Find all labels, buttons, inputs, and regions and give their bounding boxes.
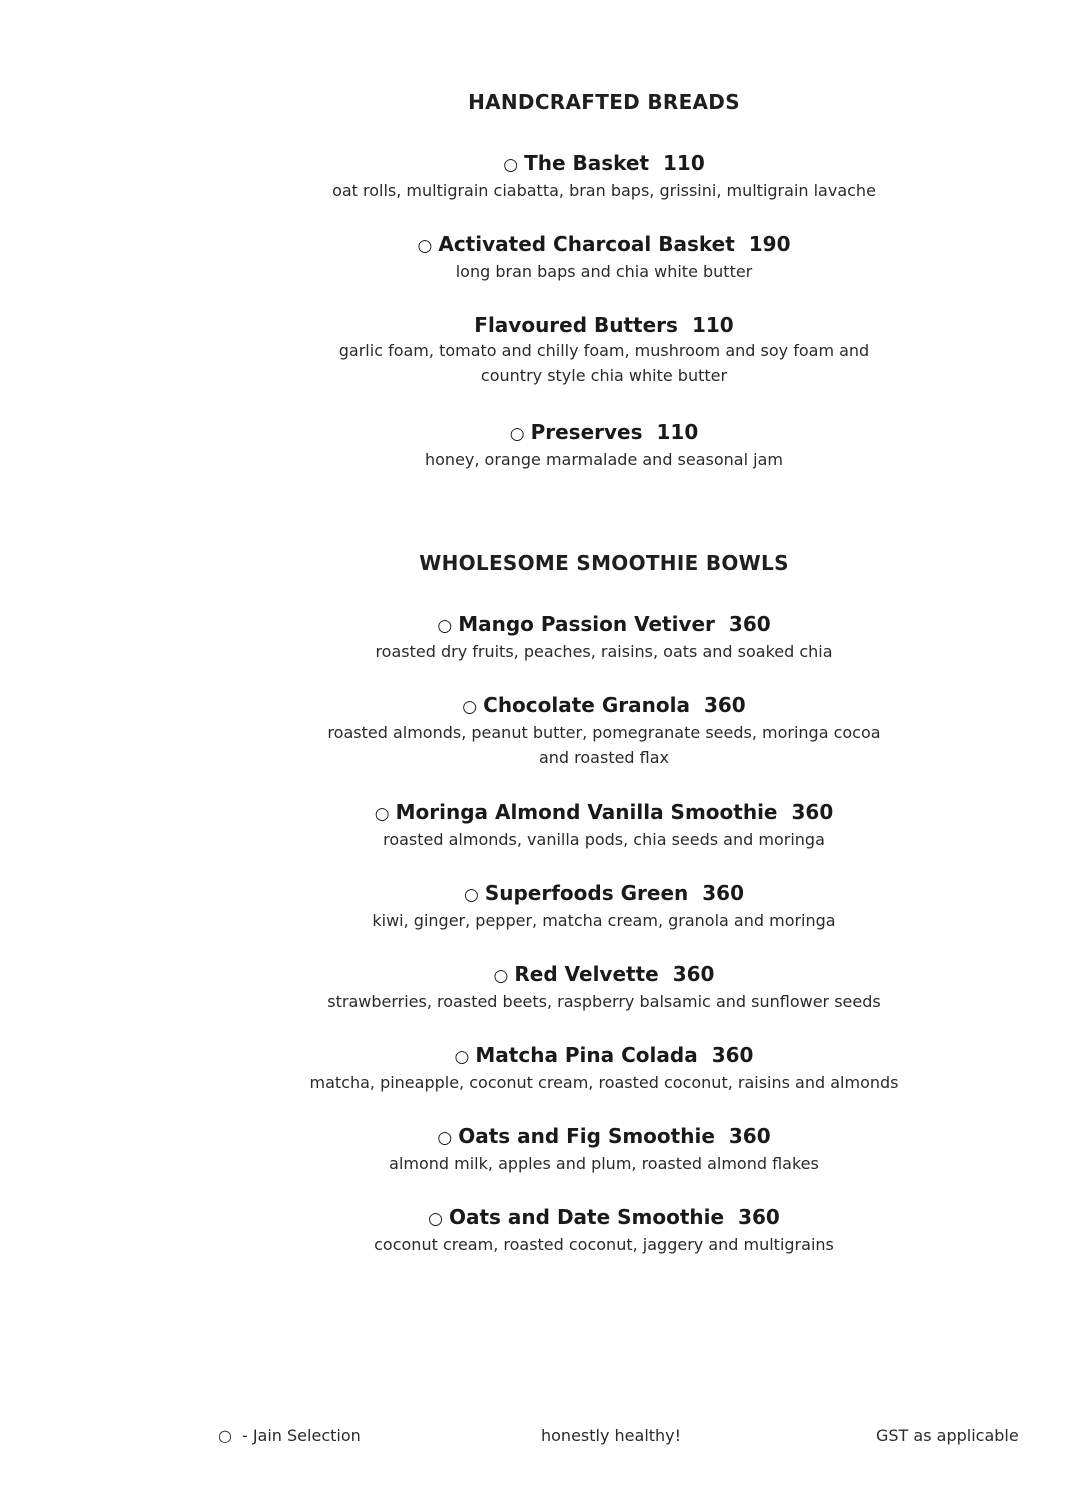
item-description: honey, orange marmalade and seasonal jam bbox=[425, 450, 783, 469]
jain-symbol-icon: ○ bbox=[454, 1047, 470, 1067]
item-description: almond milk, apples and plum, roasted almond flakes bbox=[389, 1154, 819, 1173]
menu-item bbox=[304, 961, 904, 1014]
item-name: Oats and Fig Smoothie bbox=[458, 1124, 715, 1148]
item-heading bbox=[304, 961, 904, 989]
jain-symbol-icon: ○ bbox=[218, 1426, 232, 1445]
section-handcrafted-breads bbox=[304, 90, 904, 114]
item-name: Chocolate Granola bbox=[483, 693, 690, 717]
item-price: 360 bbox=[703, 693, 746, 717]
item-description: strawberries, roasted beets, raspberry balsamic and sunflower seeds bbox=[327, 992, 881, 1011]
item-name: Superfoods Green bbox=[484, 881, 689, 905]
item-price: 360 bbox=[672, 962, 715, 986]
section-title: WHOLESOME SMOOTHIE BOWLS bbox=[419, 551, 789, 575]
menu-item bbox=[304, 611, 904, 664]
item-price: 190 bbox=[748, 232, 791, 256]
jain-symbol-icon: ○ bbox=[428, 1209, 443, 1229]
item-description: roasted almonds, vanilla pods, chia seeds and moringa bbox=[383, 830, 825, 849]
item-price: 360 bbox=[711, 1043, 754, 1067]
item-name: Matcha Pina Colada bbox=[475, 1043, 698, 1067]
item-description: coconut cream, roasted coconut, jaggery and multigrains bbox=[374, 1235, 834, 1254]
menu-item bbox=[304, 1204, 904, 1257]
menu-item bbox=[304, 799, 904, 852]
item-description: oat rolls, multigrain ciabatta, bran baps, grissini, multigrain lavache bbox=[332, 181, 876, 200]
item-name: Oats and Date Smoothie bbox=[449, 1205, 725, 1229]
item-description: kiwi, ginger, pepper, matcha cream, granola and moringa bbox=[372, 911, 836, 930]
menu-item bbox=[304, 419, 904, 472]
item-description: long bran baps and chia white butter bbox=[455, 262, 753, 281]
item-name: Preserves bbox=[530, 420, 643, 444]
footer-tax-note: GST as applicable bbox=[876, 1426, 1019, 1445]
jain-symbol-icon: ○ bbox=[374, 804, 390, 824]
item-price: 110 bbox=[656, 420, 699, 444]
menu-item bbox=[304, 692, 904, 770]
item-price: 360 bbox=[738, 1205, 780, 1229]
item-name: Mango Passion Vetiver bbox=[458, 612, 715, 636]
item-heading bbox=[304, 150, 904, 178]
menu-item bbox=[304, 312, 904, 388]
item-name: Activated Charcoal Basket bbox=[438, 232, 735, 256]
item-heading bbox=[304, 611, 904, 639]
jain-symbol-icon: ○ bbox=[464, 885, 479, 905]
item-heading bbox=[304, 231, 904, 259]
menu-item bbox=[304, 880, 904, 933]
item-price: 110 bbox=[663, 151, 705, 175]
item-description: roasted almonds, peanut butter, pomegranate seeds, moringa cocoa and roasted flax bbox=[327, 723, 881, 767]
menu-item bbox=[304, 231, 904, 284]
jain-symbol-icon: ○ bbox=[417, 236, 433, 256]
legend-text: - Jain Selection bbox=[241, 1426, 361, 1445]
footer-tagline: honestly healthy! bbox=[541, 1426, 682, 1445]
menu-item bbox=[304, 150, 904, 203]
jain-symbol-icon: ○ bbox=[509, 424, 525, 444]
section-title: HANDCRAFTED BREADS bbox=[468, 90, 740, 114]
item-name: Flavoured Butters bbox=[474, 313, 678, 337]
item-heading bbox=[304, 312, 904, 338]
item-name: Red Velvette bbox=[514, 962, 659, 986]
jain-symbol-icon: ○ bbox=[437, 1128, 453, 1148]
item-description: roasted dry fruits, peaches, raisins, oats and soaked chia bbox=[375, 642, 833, 661]
item-heading bbox=[304, 1204, 904, 1232]
jain-symbol-icon: ○ bbox=[462, 697, 478, 717]
item-heading bbox=[304, 880, 904, 908]
jain-symbol-icon: ○ bbox=[503, 155, 519, 175]
item-name: Moringa Almond Vanilla Smoothie bbox=[395, 800, 778, 824]
menu-item bbox=[304, 1123, 904, 1176]
section-smoothie-bowls bbox=[304, 551, 904, 575]
item-heading bbox=[304, 1042, 904, 1070]
jain-symbol-icon: ○ bbox=[493, 966, 509, 986]
item-heading bbox=[304, 799, 904, 827]
item-heading bbox=[304, 419, 904, 447]
item-price: 360 bbox=[791, 800, 834, 824]
item-price: 360 bbox=[702, 881, 744, 905]
item-price: 360 bbox=[728, 612, 771, 636]
item-description: matcha, pineapple, coconut cream, roasted coconut, raisins and almonds bbox=[309, 1073, 899, 1092]
item-description: garlic foam, tomato and chilly foam, mushroom and soy foam and country style chia white butter bbox=[338, 341, 870, 385]
footer-legend bbox=[218, 1426, 361, 1445]
item-name: The Basket bbox=[524, 151, 650, 175]
item-price: 110 bbox=[691, 313, 734, 337]
item-heading bbox=[304, 1123, 904, 1151]
menu-item bbox=[304, 1042, 904, 1095]
jain-symbol-icon: ○ bbox=[437, 616, 453, 636]
item-price: 360 bbox=[728, 1124, 771, 1148]
item-heading bbox=[304, 692, 904, 720]
